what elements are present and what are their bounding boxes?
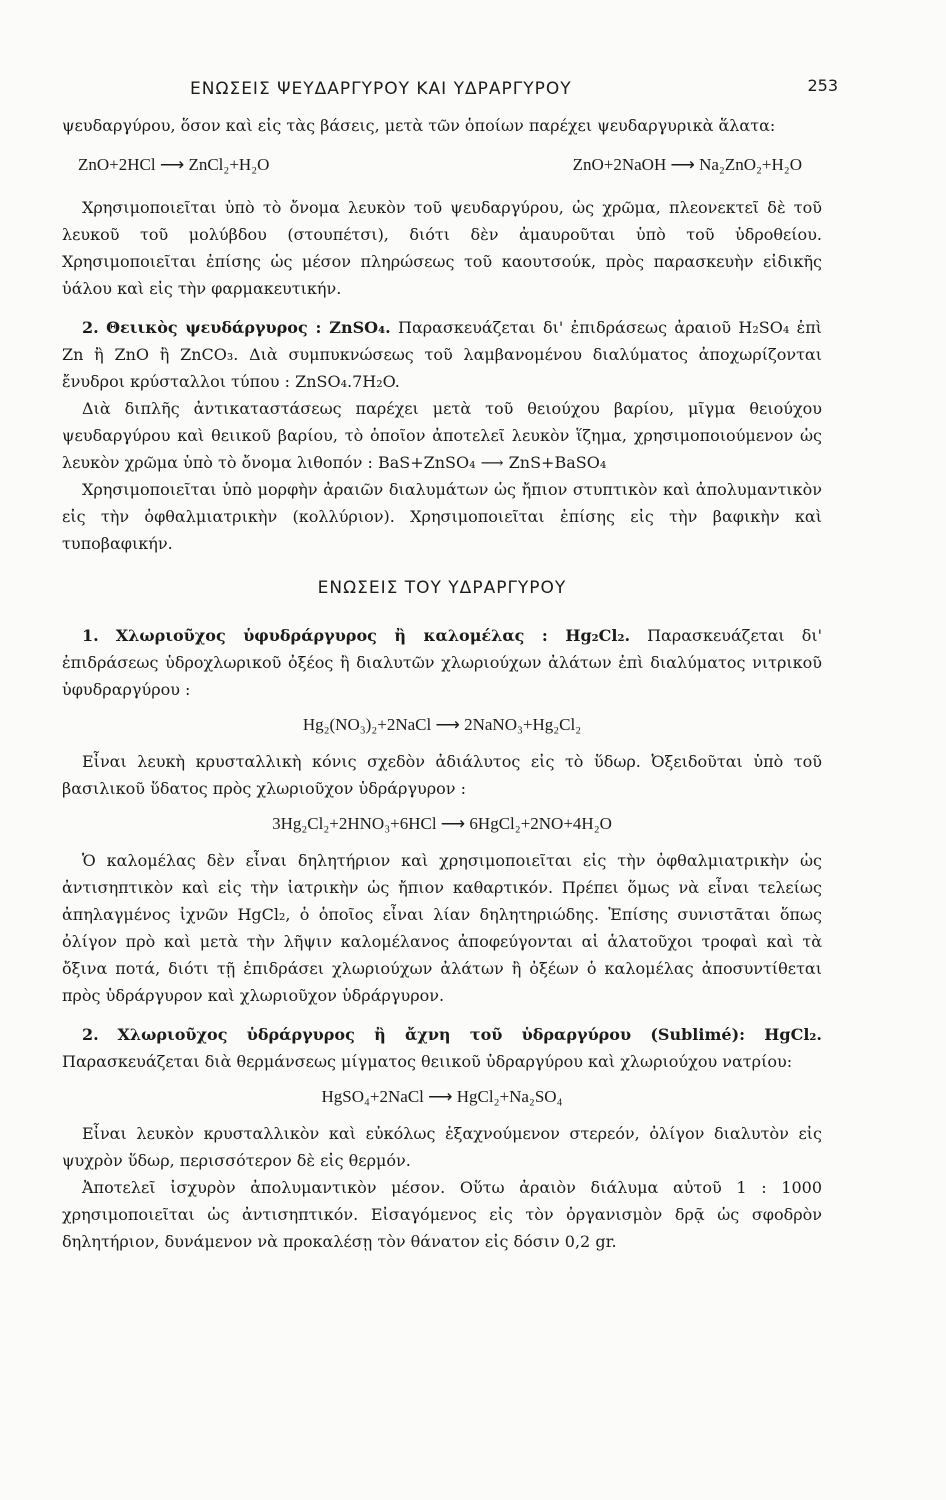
- paragraph-lithopone: Διὰ διπλῆς ἀντικαταστάσεως παρέχει μετὰ τοῦ θειούχου βαρίου, μῖγμα θειούχου ψευδαργύρου καὶ θειικοῦ βαρίου, τὸ ὁποῖον ἀποτελεῖ λευκὸν ἵζημα, χρησιμοποιούμενον ὡς λευκὸν χρῶμα ὑπὸ τὸ ὄνομα λιθοπόν : BaS+ZnSO₄ ⟶ ZnS+BaSO₄: [62, 399, 822, 472]
- item-number: 2.: [82, 1025, 99, 1044]
- item-text: Παρασκευάζεται διὰ θερμάνσεως μίγματος θειικοῦ ὑδραργύρου καὶ χλωριούχου νατρίου:: [62, 1052, 793, 1071]
- equation-calomel-oxidation: 3Hg₂Cl₂+2HNO₃+6HCl ⟶ 6HgCl₂+2NO+4H₂O: [272, 814, 612, 833]
- page-number: 253: [807, 76, 838, 95]
- equation-pair: [62, 151, 822, 178]
- paragraph-uses: Χρησιμοποιεῖται ὑπὸ μορφὴν ἀραιῶν διαλυμάτων ὡς ἤπιον στυπτικὸν καὶ ἀπολυμαντικὸν εἰς τὴν ὀφθαλμιατρικὴν (κολλύριον). Χρησιμοποιεῖται ἐπίσης εἰς τὴν βαφικὴν καὶ τυποβαφικήν.: [62, 480, 822, 553]
- item-sublimate: [62, 1021, 822, 1075]
- running-title: ΕΝΩΣΕΙΣ ΨΕΥΔΑΡΓΥΡΟΥ ΚΑΙ ΥΔΡΑΡΓΥΡΟΥ: [190, 79, 572, 99]
- paragraph-calomel-uses: Ὁ καλομέλας δὲν εἶναι δηλητήριον καὶ χρησιμοποιεῖται εἰς τὴν ὀφθαλμιατρικὴν ὡς ἀντισηπτικὸν καὶ εἰς τὴν ἰατρικὴν ὡς ἤπιον καθαρτικόν. Πρέπει ὅμως νὰ εἶναι τελείως ἀπηλαγμένος ἰχνῶν HgCl₂, ὁ ὁποῖος εἶναι λίαν δηλητηριώδης. Ἐπίσης συνιστᾶται ὅπως ὀλίγον πρὸ καὶ μετὰ τὴν λῆψιν καλομέλανος ἀποφεύγονται αἱ ἁλατοῦχοι τροφαὶ καὶ τὰ ὄξινα ποτά, διότι τῇ ἐπιδράσει χλωριούχων ἀλάτων ἢ ὀξέων ὁ καλομέλας ἀποσυντίθεται πρὸς ὑδράργυρον καὶ χλωριοῦχον ὑδράργυρον.: [62, 851, 822, 1005]
- paragraph-sublimate-uses: Ἀποτελεῖ ἰσχυρὸν ἀπολυμαντικὸν μέσον. Οὕτω ἀραιὸν διάλυμα αὐτοῦ 1 : 1000 χρησιμοποιεῖται ὡς ἀντισηπτικόν. Εἰσαγόμενος εἰς τὸν ὀργανισμὸν δρᾷ ὡς σφοδρὸν δηλητήριον, δυνάμενον νὰ προκαλέσῃ τὸν θάνατον εἰς δόσιν 0,2 gr.: [62, 1178, 822, 1251]
- item-title: Θειικὸς ψευδάργυρος : ZnSO₄.: [106, 318, 391, 337]
- item-zinc-sulfate: [62, 314, 822, 395]
- intro-line: ψευδαργύρου, ὅσον καὶ εἰς τὰς βάσεις, μετὰ τῶν ὁποίων παρέχει ψευδαργυρικὰ ἅλατα:: [62, 116, 776, 135]
- item-title: Χλωριοῦχος ὑφυδράργυρος ἢ καλομέλας : Hg₂Cl₂.: [115, 626, 631, 645]
- item-calomel: [62, 622, 822, 703]
- equation-zno-naoh: ZnO+2NaOH ⟶ Na₂ZnO₂+H₂O: [572, 155, 802, 174]
- equation-zno-hcl: ZnO+2HCl ⟶ ZnCl₂+H₂O: [78, 155, 270, 174]
- running-head: [62, 70, 838, 104]
- section-heading: ΕΝΩΣΕΙΣ ΤΟΥ ΥΔΡΑΡΓΥΡΟΥ: [317, 578, 567, 598]
- paragraph-zinc-white: Χρησιμοποιεῖται ὑπὸ τὸ ὄνομα λευκὸν τοῦ ψευδαργύρου, ὡς χρῶμα, πλεονεκτεῖ δὲ τοῦ λευκοῦ τοῦ μολύβδου (στουπέτσι), διότι δὲν ἀμαυροῦται ὑπὸ τοῦ ὑδροθείου. Χρησιμοποιεῖται ἐπίσης ὡς μέσον πληρώσεως τοῦ καουτσούκ, πρὸς παρασκευὴν εἰδικῆς ὑάλου καὶ εἰς τὴν φαρμακευτικήν.: [62, 198, 822, 298]
- paragraph-sublimate-properties: Εἶναι λευκὸν κρυσταλλικὸν καὶ εὐκόλως ἐξαχνούμενον στερεόν, ὀλίγον διαλυτὸν εἰς ψυχρὸν ὕδωρ, περισσότερον δὲ εἰς θερμόν.: [62, 1124, 822, 1170]
- item-title: Χλωριοῦχος ὑδράργυρος ἢ ἄχνη τοῦ ὑδραργύρου (Sublimé): HgCl₂.: [117, 1025, 823, 1044]
- item-text: Παρασκευάζεται δι' ἐπιδράσεως ἀραιοῦ H₂SO₄ ἐπὶ Zn ἢ ZnO ἢ ZnCO₃. Διὰ συμπυκνώσεως τοῦ λαμβανομένου διαλύματος ἀποχωρίζονται ἔνυδροι κρύσταλλοι τύπου : ZnSO₄.7H₂O.: [62, 318, 822, 391]
- equation-sublimate-prep: HgSO₄+2NaCl ⟶ HgCl₂+Na₂SO₄: [321, 1087, 563, 1106]
- item-text: Παρασκευάζεται δι' ἐπιδράσεως ὑδροχλωρικοῦ ὀξέος ἢ διαλυτῶν χλωριούχων ἀλάτων ἐπὶ διαλύματος νιτρικοῦ ὑφυδραργύρου :: [62, 626, 823, 699]
- paragraph-calomel-properties: Εἶναι λευκὴ κρυσταλλικὴ κόνις σχεδὸν ἀδιάλυτος εἰς τὸ ὕδωρ. Ὀξειδοῦται ὑπὸ τοῦ βασιλικοῦ ὕδατος πρὸς χλωριοῦχον ὑδράργυρον :: [62, 752, 822, 798]
- item-number: 1.: [82, 626, 99, 645]
- item-number: 2.: [82, 318, 99, 337]
- equation-calomel-prep: Hg₂(NO₃)₂+2NaCl ⟶ 2NaNO₃+Hg₂Cl₂: [302, 715, 582, 734]
- book-page: [62, 70, 838, 1255]
